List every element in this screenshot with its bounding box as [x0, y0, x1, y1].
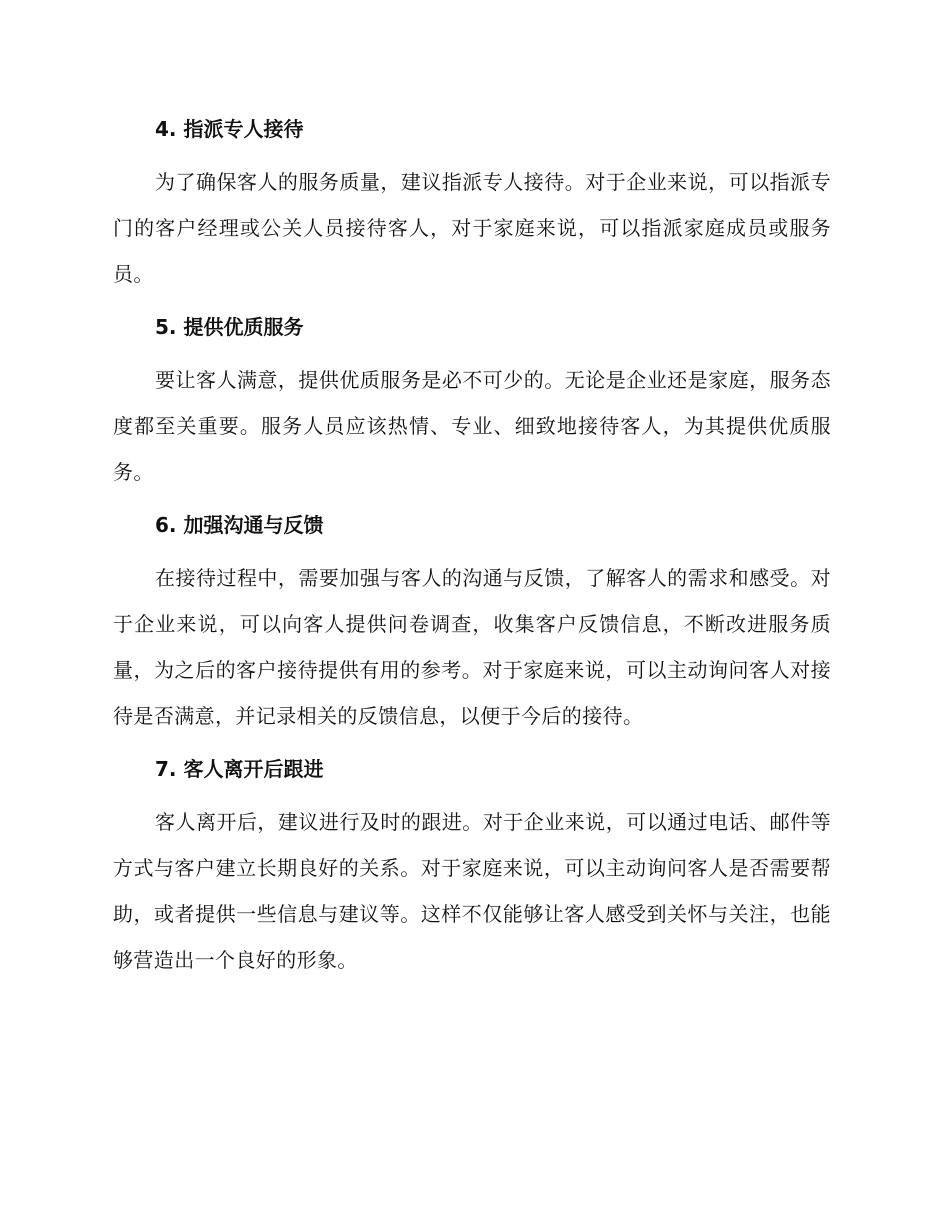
section-heading: 4. 指派专人接待 — [155, 117, 304, 141]
section-paragraph: 要让客人满意，提供优质服务是必不可少的。无论是企业还是家庭，服务态度都至关重要。服务人员应该热情、专业、细致地接待客人，为其提供优质服务。 — [113, 368, 831, 484]
section-6 — [113, 503, 831, 739]
section-heading: 6. 加强沟通与反馈 — [155, 513, 324, 537]
document-content — [113, 107, 831, 991]
section-4 — [113, 107, 831, 297]
section-paragraph: 为了确保客人的服务质量，建议指派专人接待。对于企业来说，可以指派专门的客户经理或公关人员接待客人，对于家庭来说，可以指派家庭成员或服务员。 — [113, 170, 831, 286]
section-5 — [113, 305, 831, 495]
section-heading: 7. 客人离开后跟进 — [155, 757, 324, 781]
section-7 — [113, 747, 831, 983]
section-paragraph: 客人离开后，建议进行及时的跟进。对于企业来说，可以通过电话、邮件等方式与客户建立长期良好的关系。对于家庭来说，可以主动询问客人是否需要帮助，或者提供一些信息与建议等。这样不仅能够让客人感受到关怀与关注，也能够营造出一个良好的形象。 — [113, 810, 831, 972]
section-heading: 5. 提供优质服务 — [155, 315, 304, 339]
section-paragraph: 在接待过程中，需要加强与客人的沟通与反馈，了解客人的需求和感受。对于企业来说，可以向客人提供问卷调查，收集客户反馈信息，不断改进服务质量，为之后的客户接待提供有用的参考。对于家庭来说，可以主动询问客人对接待是否满意，并记录相关的反馈信息，以便于今后的接待。 — [113, 566, 831, 728]
